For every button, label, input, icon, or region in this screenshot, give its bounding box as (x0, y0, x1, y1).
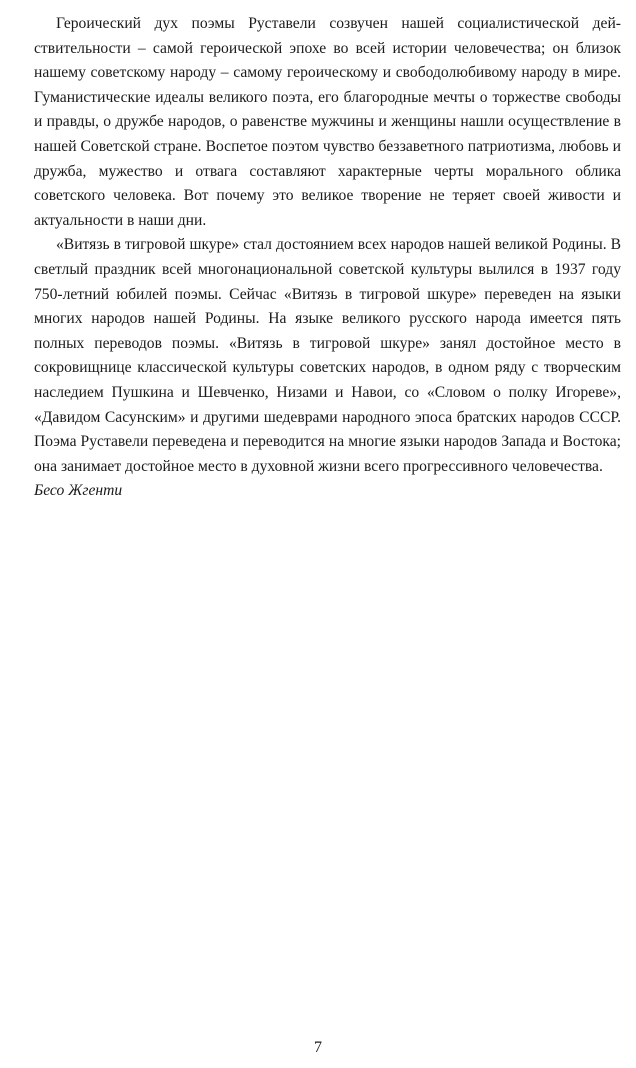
page-number: 7 (314, 1039, 322, 1056)
paragraph-1: Героический дух поэмы Руставели созвучен нашей социалистической действительности – самой героической эпохе во всей истории человечества; он близок нашему советскому народу – самому героическому и свободолюбивому народу в мире. Гуманистические идеалы великого поэта, его благородные мечты о торжестве свободы и правды, о дружбе народов, о равенстве мужчины и женщины нашли осуществление в нашей Советской стране. Воспетое поэтом чувство беззаветного патриотизма, любовь и дружба, мужество и отвага составляют характерные черты морального облика советского человека. Вот почему это великое творение не теряет своей живости и актуальности в наши дни. (34, 15, 621, 229)
page-body (34, 12, 621, 504)
paragraph-2: «Витязь в тигровой шкуре» стал достоянием всех народов нашей великой Родины. В светлый праздник всей многонациональной советской культуры вылился в 1937 году 750-летний юбилей поэмы. Сейчас «Витязь в тигровой шкуре» переведен на языки многих народов нашей Родины. На языке великого русского народа имеется пять полных переводов поэмы. «Витязь в тигровой шкуре» занял достойное место в сокровищнице классической культуры советских народов, в одном ряду с творческим наследием Пушкина и Шевченко, Низами и Навои, со «Словом о полку Игореве», «Давидом Сасунским» и другими шедеврами народного эпоса братских народов СССР. Поэма Руставели переведена и переводится на многие языки народов Запада и Востока; она занимает достойное место в духовной жизни всего прогрессивного человечества. (34, 236, 621, 475)
author-signature: Бесо Жгенти (34, 482, 123, 500)
